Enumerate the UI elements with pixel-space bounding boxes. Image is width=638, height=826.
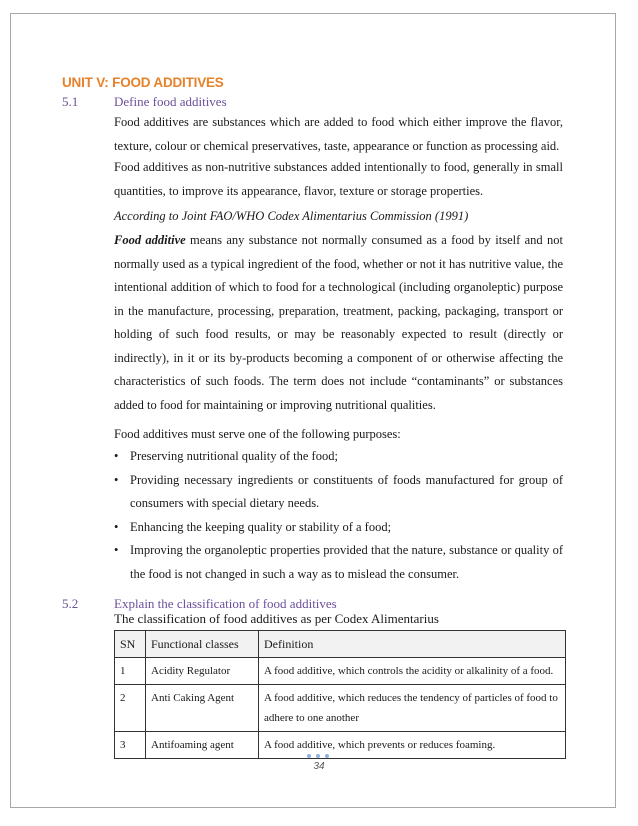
dot-icon bbox=[316, 754, 320, 758]
cell-sn: 3 bbox=[115, 732, 146, 759]
paragraph: Food additives are substances which are added to food which either improve the flavor, texture, colour or chemical preservatives, taste, appearance or function as processing aid. bbox=[114, 115, 563, 153]
section-number: 5.2 bbox=[62, 596, 79, 611]
section-title: Explain the classification of food additives bbox=[114, 596, 337, 611]
definition-text: means any substance not normally consumed as a food by itself and not normally used as a typical ingredient of the food, whether or not it has nutritive value, the intentional addition of which to food for a technological (including organoleptic) purpose in the manufacture, processing, preparation, treatment, packing, packaging, transport or holding of such food results, or may be reasonably expected to result (directly or indirectly), in it or its by-products becoming a component of or otherwise affecting the characteristics of such foods. The term does not include “contaminants” or substances added to food for maintaining or improving nutritional qualities. bbox=[114, 233, 563, 412]
list-item: • Providing necessary ingredients or constituents of foods manufactured for group of consumers with special dietary needs. bbox=[114, 469, 563, 516]
header-sn: SN bbox=[115, 631, 146, 658]
cell-definition: A food additive, which prevents or reduces foaming. bbox=[259, 732, 566, 759]
section-title: Define food additives bbox=[114, 94, 227, 109]
paragraph: Food additives as non-nutritive substances added intentionally to food, generally in small quantities, to improve its appearance, flavor, texture or storage properties. bbox=[114, 160, 563, 198]
classification-table bbox=[114, 630, 566, 759]
list-item: • Enhancing the keeping quality or stability of a food; bbox=[114, 516, 563, 540]
cell-sn: 1 bbox=[115, 658, 146, 685]
header-definition: Definition bbox=[259, 631, 566, 658]
unit-title: UNIT V: FOOD ADDITIVES bbox=[62, 75, 224, 90]
table-row bbox=[115, 685, 566, 732]
definition-term: Food additive bbox=[114, 233, 186, 247]
header-class: Functional classes bbox=[146, 631, 259, 658]
cell-definition: A food additive, which controls the acidity or alkalinity of a food. bbox=[259, 658, 566, 685]
dot-icon bbox=[325, 754, 329, 758]
list-item: • Preserving nutritional quality of the food; bbox=[114, 445, 563, 469]
table-header-row bbox=[115, 631, 566, 658]
cell-sn: 2 bbox=[115, 685, 146, 732]
table-intro: The classification of food additives as per Codex Alimentarius bbox=[114, 611, 439, 626]
purposes-intro: Food additives must serve one of the following purposes: bbox=[114, 427, 401, 441]
definition-paragraph bbox=[114, 229, 563, 417]
cell-class: Anti Caking Agent bbox=[146, 685, 259, 732]
table-row bbox=[115, 732, 566, 759]
dot-icon bbox=[307, 754, 311, 758]
page-number: 34 bbox=[313, 761, 325, 772]
section-number: 5.1 bbox=[62, 94, 79, 109]
cell-definition: A food additive, which reduces the tendency of particles of food to adhere to one another bbox=[259, 685, 566, 732]
page-ornament bbox=[307, 754, 329, 758]
table-row bbox=[115, 658, 566, 685]
citation: According to Joint FAO/WHO Codex Alimentarius Commission (1991) bbox=[114, 209, 469, 223]
cell-class: Acidity Regulator bbox=[146, 658, 259, 685]
purposes-list bbox=[114, 445, 563, 586]
cell-class: Antifoaming agent bbox=[146, 732, 259, 759]
list-item: • Improving the organoleptic properties provided that the nature, substance or quality of the food is not changed in such a way as to mislead the consumer. bbox=[114, 539, 563, 586]
